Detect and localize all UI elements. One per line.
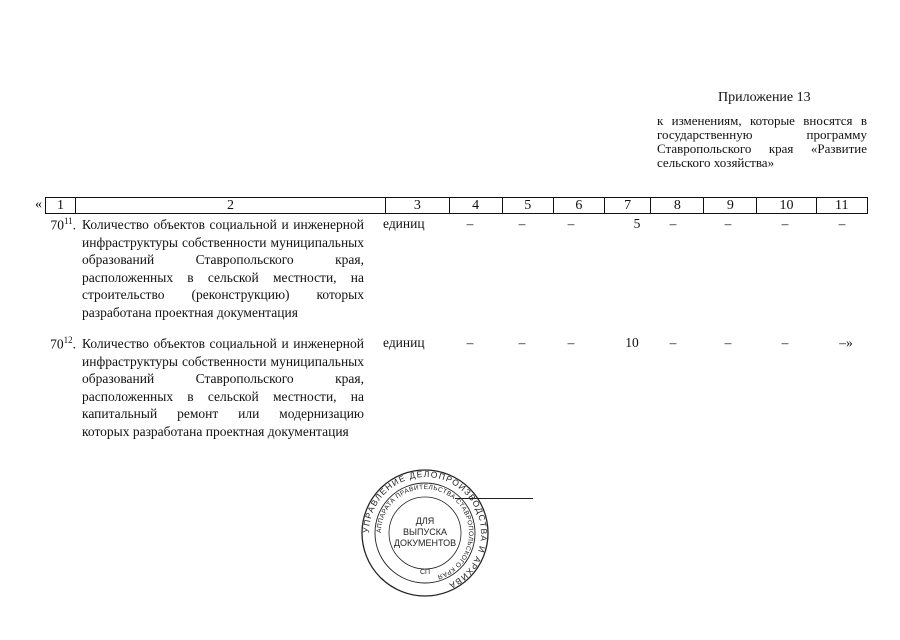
col-10-header: 10 [757,198,816,214]
row-value-col-10: – [781,335,789,350]
row-value-col-5: – [518,216,526,231]
col-9-header: 9 [704,198,757,214]
stamp-center-line-2: ВЫПУСКА [403,527,447,537]
signature-line [455,498,533,499]
row-value-col-4: – [466,216,474,231]
stamp-bottom-text: СП [419,569,431,576]
appendix-note: к изменениям, которые вносятся в государственную программу Ставропольского края «Развитие сельского хозяйства» [657,113,867,170]
row-unit: единиц [383,335,425,350]
stamp-outer-text: УПРАВЛЕНИЕ ДЕЛОПРОИЗВОДСТВА И АРХИВА [360,468,490,592]
row-value-col-7: 5 [633,216,641,231]
row-value-col-11: – [838,216,846,231]
col-7-header: 7 [604,198,650,214]
open-quote: « [35,197,42,212]
row-number: $70^{11}$. [50,216,76,233]
official-stamp [360,468,490,598]
table-header [45,197,868,214]
row-description: Количество объектов социальной и инженерной инфраструктуры собственности муниципальных образований Ставропольского края, расположенных в сельской местности, на капитальный ремонт или модернизацию которых разработана проектная документация [82,336,364,439]
stamp-inner-text: АППАРАТА ПРАВИТЕЛЬСТВА СТАВРОПОЛЬСКОГО КРАЯ [375,483,475,581]
row-value-col-6: – [567,335,575,350]
col-5-header: 5 [502,198,553,214]
col-11-header: 11 [816,198,868,214]
row-unit: единиц [383,216,425,231]
col-3-header: 3 [386,198,450,214]
row-value-col-7: 10 [625,335,639,350]
row-value-col-6: – [567,216,575,231]
stamp-center-line-3: ДОКУМЕНТОВ [393,538,457,548]
row-value-col-5: – [518,335,526,350]
row-value-col-10: – [781,216,789,231]
row-value-col-8: – [669,216,677,231]
row-value-col-11: –» [839,335,853,350]
row-value-col-9: – [724,335,732,350]
col-8-header: 8 [651,198,704,214]
row-value-col-8: – [669,335,677,350]
col-6-header: 6 [553,198,604,214]
stamp-center-line-1: ДЛЯ [415,516,435,526]
appendix-title: Приложение 13 [718,90,811,105]
row-value-col-4: – [466,335,474,350]
row-value-col-9: – [724,216,732,231]
col-4-header: 4 [449,198,502,214]
col-2-header: 2 [76,198,386,214]
col-1-header: 1 [46,198,76,214]
row-description: Количество объектов социальной и инженерной инфраструктуры собственности муниципальных образований Ставропольского края, расположенных в сельской местности, на строительство (реконструкцию) которых разработана проектная документация [82,217,364,320]
row-number: $70^{12}$. [50,335,76,352]
